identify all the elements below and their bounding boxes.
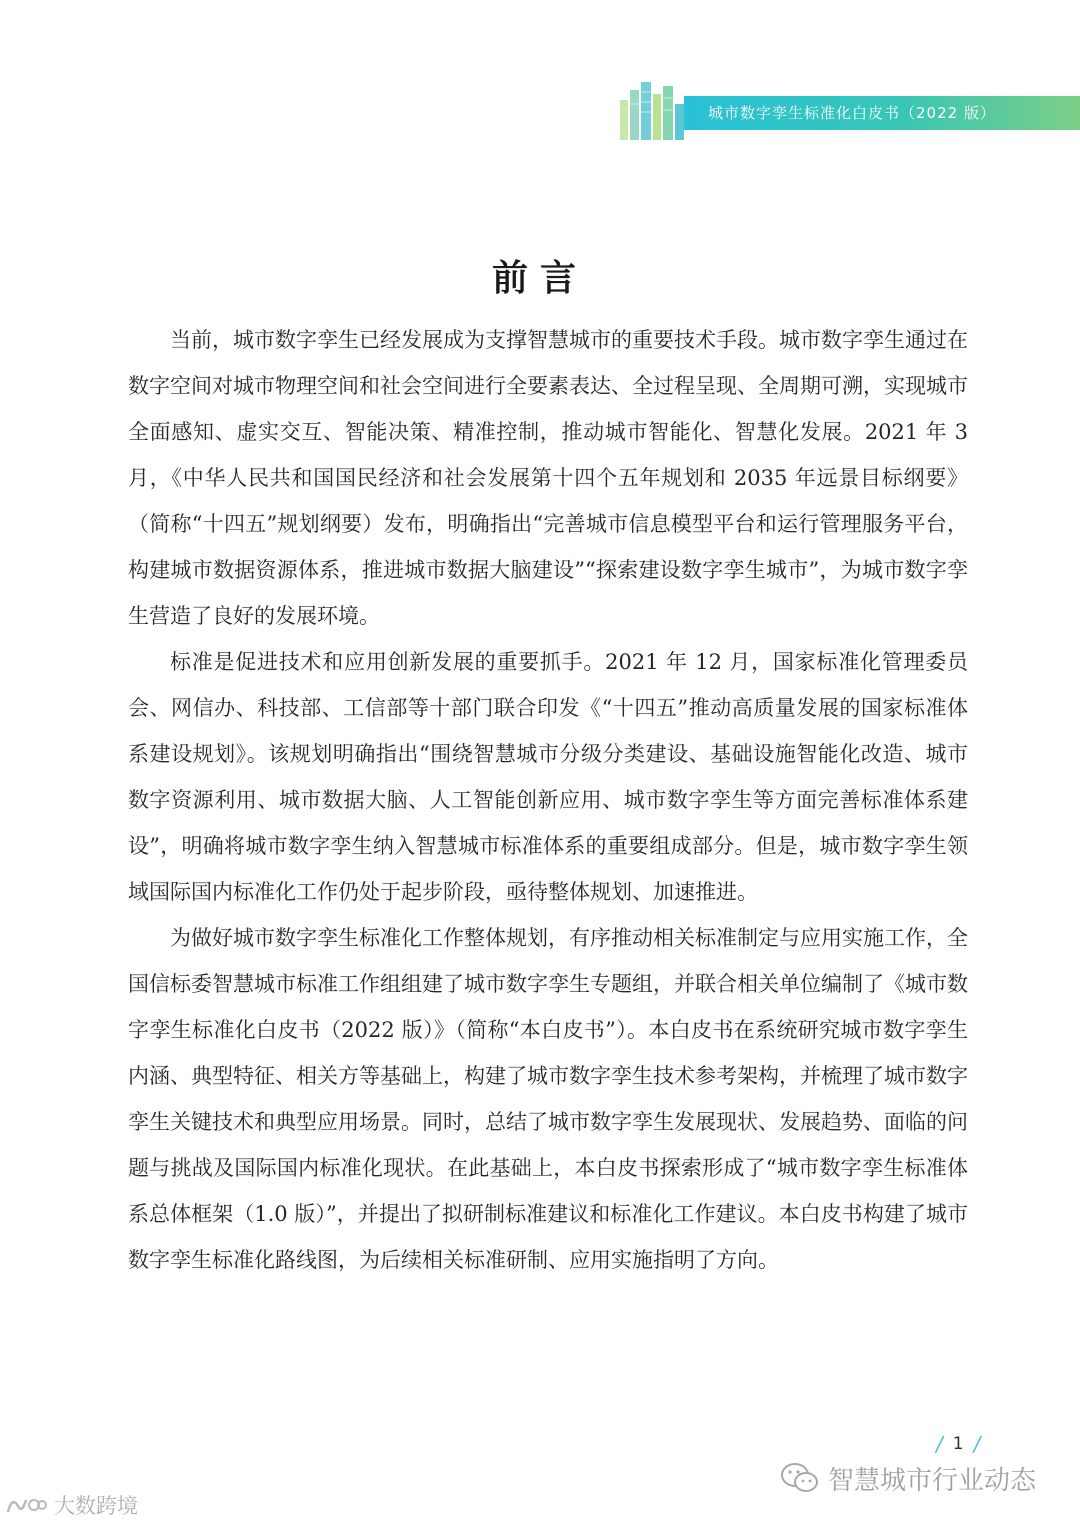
city-skyline-icon [616,78,686,144]
slash-decoration-icon: / [973,1432,981,1456]
paragraph: 当前，城市数字孪生已经发展成为支撑智慧城市的重要技术手段。城市数字孪生通过在数字空间对城市物理空间和社会空间进行全要素表达、全过程呈现、全周期可溯，实现城市全面感知、虚实交互、智能决策、精准控制，推动城市智能化、智慧化发展。2021 年 3 月，《中华人民共和国国民经济和社会发展第十四个五年规划和 2035 年远景目标纲要》（简称“十四五”规划纲要）发布，明确指出“完善城市信息模型平台和运行管理服务平台，构建城市数据资源体系，推进城市数据大脑建设”“探索建设数字孪生城市”，为城市数字孪生营造了良好的发展环境。 [128,328,968,628]
paragraph: 为做好城市数字孪生标准化工作整体规划，有序推动相关标准制定与应用实施工作，全国信标委智慧城市标准工作组组建了城市数字孪生专题组，并联合相关单位编制了《城市数字孪生标准化白皮书（2022 版）》（简称“本白皮书”）。本白皮书在系统研究城市数字孪生内涵、典型特征、相关方等基础上，构建了城市数字孪生技术参考架构，并梳理了城市数字孪生关键技术和典型应用场景。同时，总结了城市数字孪生发展现状、发展趋势、面临的问题与挑战及国际国内标准化现状。在此基础上，本白皮书探索形成了“城市数字孪生标准体系总体框架（1.0 版）”，并提出了拟研制标准建议和标准化工作建议。本白皮书构建了城市数字孪生标准化路线图，为后续相关标准研制、应用实施指明了方向。 [128,926,968,1272]
watermark-source-name: 大数跨境 [54,1494,138,1518]
slash-decoration-icon: / [936,1432,943,1456]
logo-mark-icon [4,1492,48,1518]
watermark-account-name: 智慧城市行业动态 [828,1465,1037,1496]
page-title: 前言 [491,257,588,300]
watermark-account [780,1458,1036,1498]
page-number: 1 [952,1434,964,1454]
page-number-block [936,1430,980,1458]
wechat-icon [780,1461,820,1495]
watermark-source [4,1488,138,1522]
header-title: 城市数字孪生标准化白皮书（2022 版） [708,104,996,122]
body-text [128,317,968,1283]
paragraph: 标准是促进技术和应用创新发展的重要抓手。2021 年 12 月，国家标准化管理委员会、网信办、科技部、工信部等十部门联合印发《“十四五”推动高质量发展的国家标准体系建设规划》。该规划明确指出“围绕智慧城市分级分类建设、基础设施智能化改造、城市数字资源利用、城市数据大脑、人工智能创新应用、城市数字孪生等方面完善标准体系建设”，明确将城市数字孪生纳入智慧城市标准体系的重要组成部分。但是，城市数字孪生领域国际国内标准化工作仍处于起步阶段，亟待整体规划、加速推进。 [128,650,968,904]
